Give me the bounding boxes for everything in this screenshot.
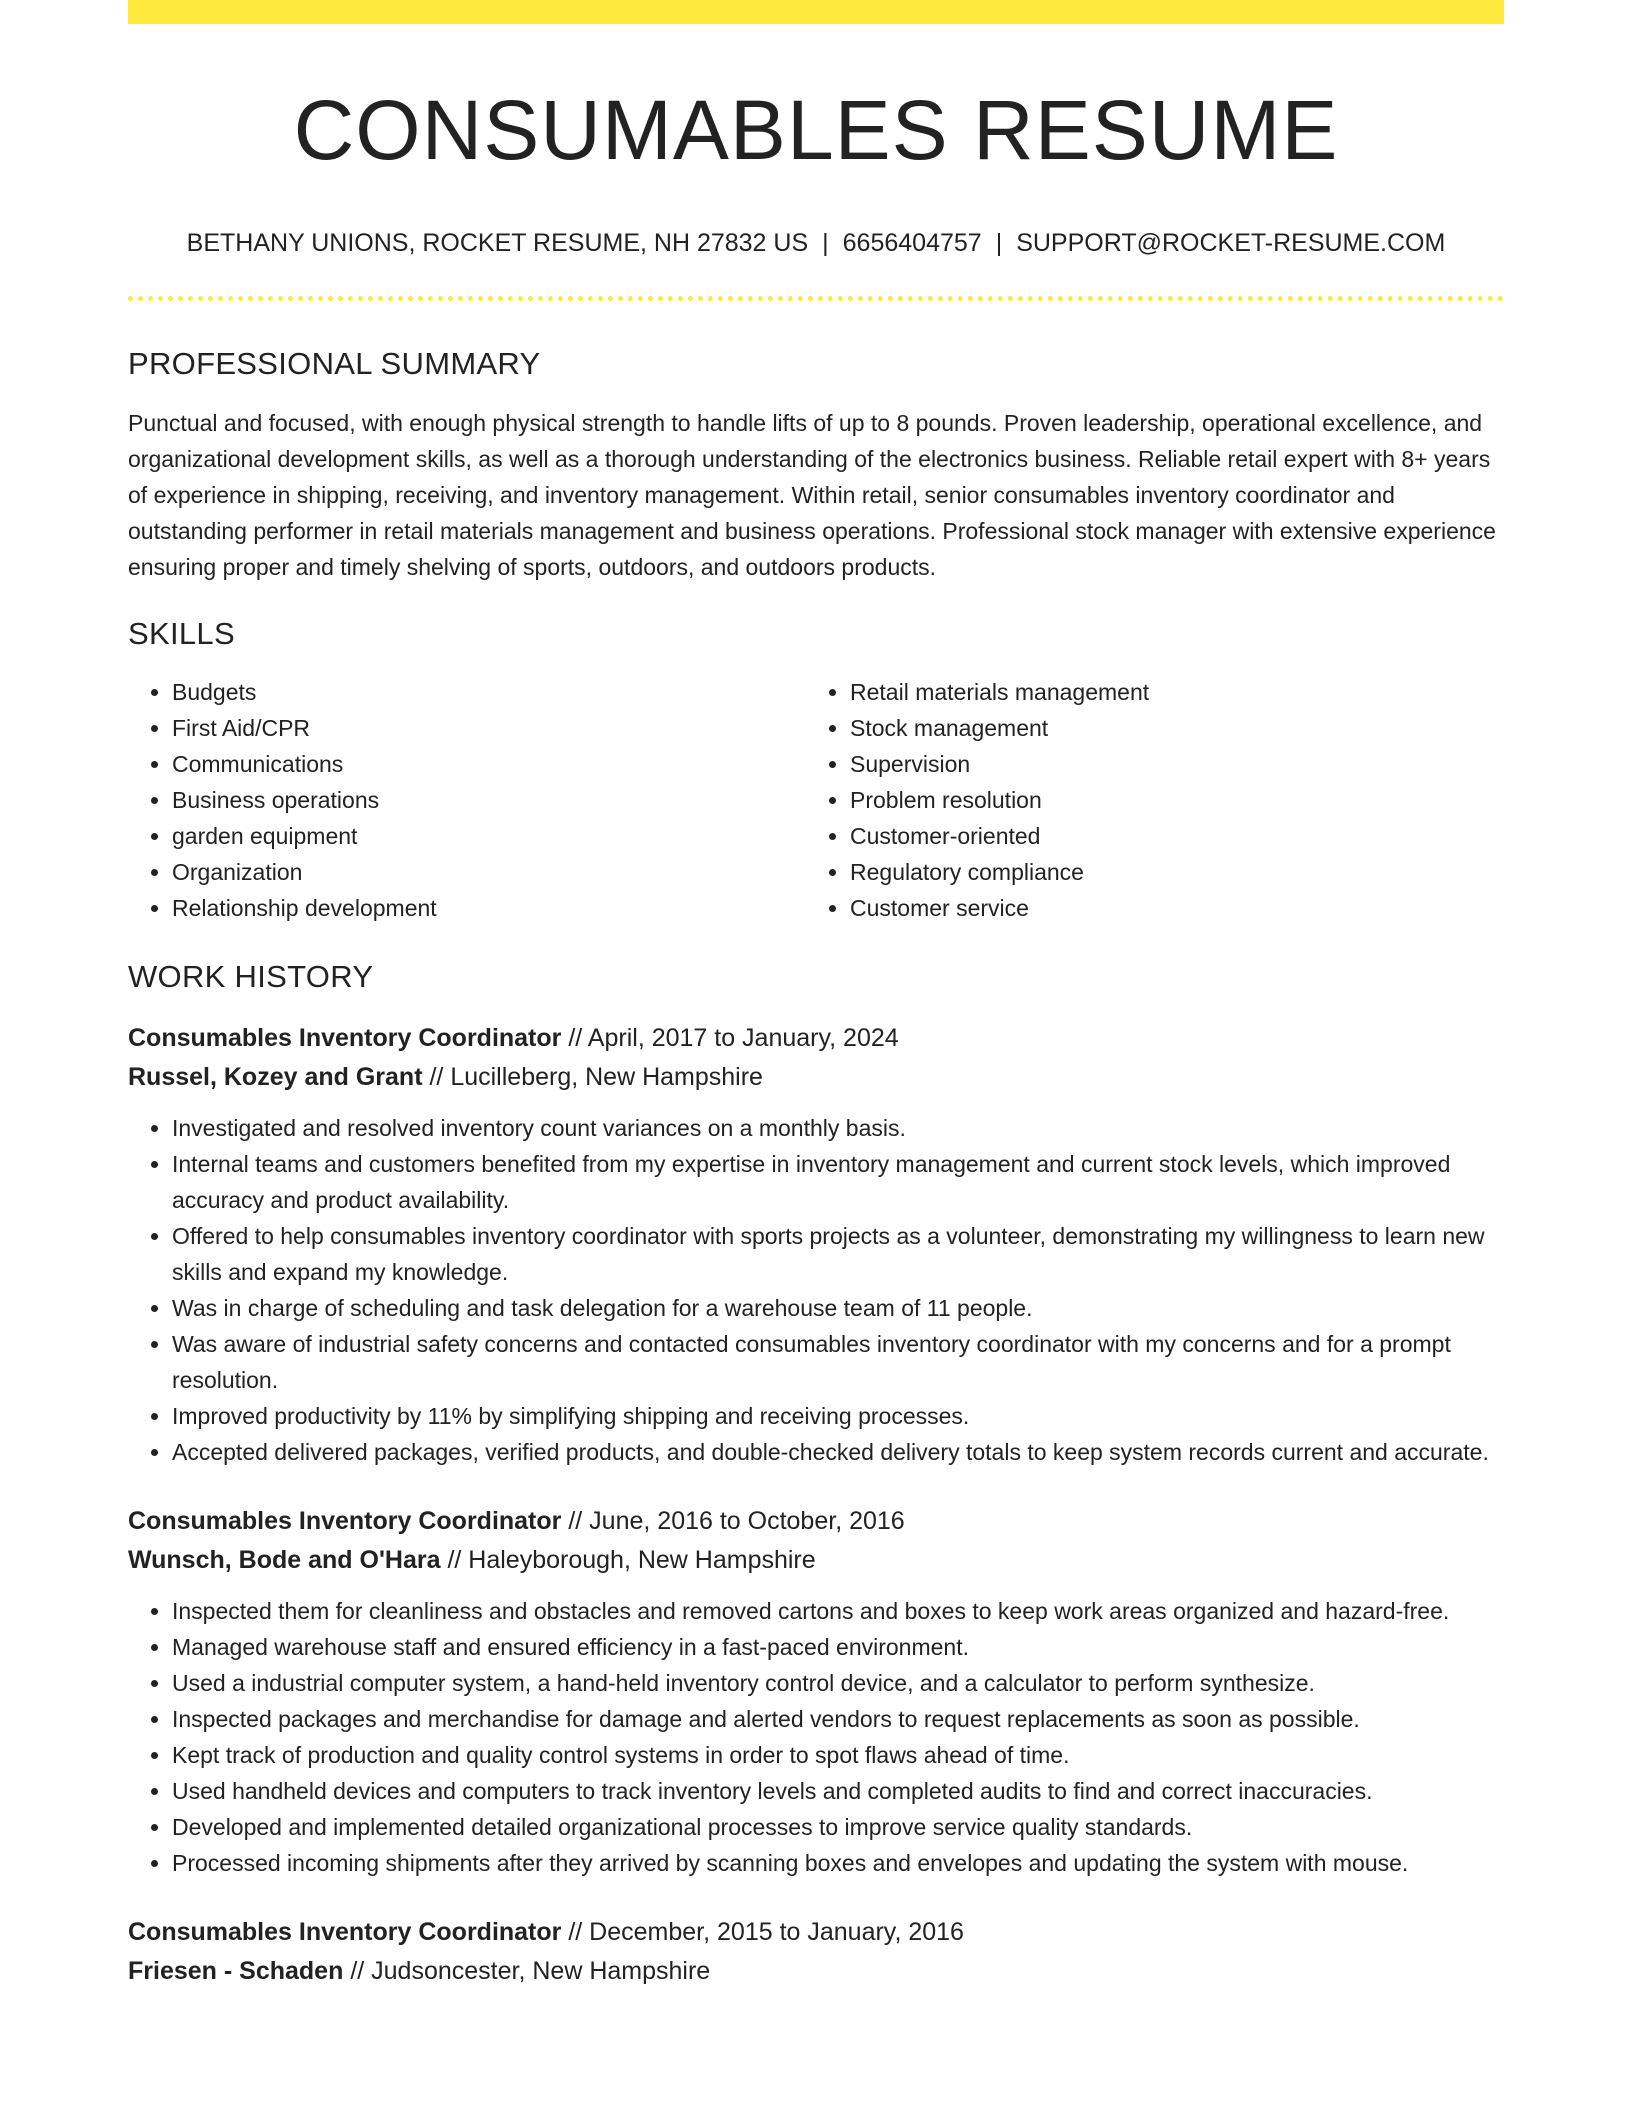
job-bullets — [128, 1110, 1504, 1470]
resume-page — [128, 0, 1504, 1991]
header-divider — [128, 296, 1504, 301]
skill-item: • Problem resolution — [850, 782, 1484, 818]
job-bullet: • Was in charge of scheduling and task delegation for a warehouse team of 11 people. — [172, 1290, 1504, 1326]
job-location: // Haleyborough, New Hampshire — [447, 1545, 816, 1574]
job-bullet: • Developed and implemented detailed organizational processes to improve service quality standards. — [172, 1809, 1504, 1845]
summary-heading: PROFESSIONAL SUMMARY — [128, 346, 541, 382]
job-bullet: • Inspected them for cleanliness and obstacles and removed cartons and boxes to keep work areas organized and hazard-free. — [172, 1593, 1504, 1629]
job-bullet: • Accepted delivered packages, verified products, and double-checked delivery totals to keep system records current and accurate. — [172, 1434, 1504, 1470]
top-accent-bar — [128, 0, 1504, 24]
job-company: Wunsch, Bode and O'Hara — [128, 1545, 441, 1574]
job-title: Consumables Inventory Coordinator — [128, 1917, 562, 1946]
skill-item: • Regulatory compliance — [850, 854, 1484, 890]
job-bullet: • Investigated and resolved inventory count variances on a monthly basis. — [172, 1110, 1504, 1146]
job-bullet: • Was aware of industrial safety concerns and contacted consumables inventory coordinator with my concerns and for a prompt resolution. — [172, 1326, 1504, 1398]
skill-item: • Relationship development — [172, 890, 806, 926]
skills-list — [128, 674, 1504, 926]
summary-text: Punctual and focused, with enough physical strength to handle lifts of up to 8 pounds. Proven leadership, operational excellence, and organizational development skills, as well as a thorough understanding of the electronics business. Reliable retail expert with 8+ years of experience in shipping, receiving, and inventory management. Within retail, senior consumables inventory coordinator and outstanding performer in retail materials management and business operations. Professional stock manager with extensive experience ensuring proper and timely shelving of sports, outdoors, and outdoors products. — [128, 409, 1496, 580]
job-title-line — [128, 1502, 1504, 1541]
skill-item: • Budgets — [172, 674, 806, 710]
job-bullet: • Inspected packages and merchandise for damage and alerted vendors to request replacements as soon as possible. — [172, 1701, 1504, 1737]
job-bullet: • Improved productivity by 11% by simplifying shipping and receiving processes. — [172, 1398, 1504, 1434]
job-bullet: • Used handheld devices and computers to track inventory levels and completed audits to find and correct inaccuracies. — [172, 1773, 1504, 1809]
contact-line — [128, 228, 1504, 258]
job-bullets — [128, 1593, 1504, 1881]
work-history-heading: WORK HISTORY — [128, 958, 374, 994]
skill-item: • Communications — [172, 746, 806, 782]
skills-column-left — [128, 674, 806, 926]
skill-item: • garden equipment — [172, 818, 806, 854]
job-entry — [128, 1019, 1504, 1470]
job-dates: // April, 2017 to January, 2024 — [568, 1023, 899, 1052]
job-bullet: • Offered to help consumables inventory coordinator with sports projects as a volunteer, demonstrating my willingness to learn new skills and expand my knowledge. — [172, 1218, 1504, 1290]
skill-item: • Customer-oriented — [850, 818, 1484, 854]
job-company-line — [128, 1952, 1504, 1991]
resume-title: CONSUMABLES RESUME — [293, 83, 1339, 177]
job-location: // Lucilleberg, New Hampshire — [429, 1062, 763, 1091]
contact-email: SUPPORT@ROCKET-RESUME.COM — [1016, 229, 1446, 258]
job-entry — [128, 1913, 1504, 1991]
job-bullet: • Internal teams and customers benefited from my expertise in inventory management and current stock levels, which improved accuracy and product availability. — [172, 1146, 1504, 1218]
job-bullet: • Processed incoming shipments after they arrived by scanning boxes and envelopes and updating the system with mouse. — [172, 1845, 1504, 1881]
skill-item: • Business operations — [172, 782, 806, 818]
skill-item: • Stock management — [850, 710, 1484, 746]
job-dates: // June, 2016 to October, 2016 — [568, 1506, 905, 1535]
job-company: Friesen - Schaden — [128, 1956, 344, 1985]
job-bullet: • Managed warehouse staff and ensured efficiency in a fast-paced environment. — [172, 1629, 1504, 1665]
contact-phone: 6656404757 — [842, 229, 982, 258]
contact-separator: | — [995, 229, 1003, 258]
job-dates: // December, 2015 to January, 2016 — [568, 1917, 964, 1946]
skill-item: • Retail materials management — [850, 674, 1484, 710]
skills-column-right — [806, 674, 1484, 926]
job-company-line — [128, 1541, 1504, 1580]
job-title: Consumables Inventory Coordinator — [128, 1506, 562, 1535]
job-company-line — [128, 1058, 1504, 1097]
job-title-line — [128, 1913, 1504, 1952]
job-company: Russel, Kozey and Grant — [128, 1062, 423, 1091]
contact-separator: | — [822, 229, 829, 258]
skill-item: • Customer service — [850, 890, 1484, 926]
contact-address: BETHANY UNIONS, ROCKET RESUME, NH 27832 US — [186, 229, 809, 258]
job-entry — [128, 1502, 1504, 1881]
skill-item: • First Aid/CPR — [172, 710, 806, 746]
skills-heading: SKILLS — [128, 615, 235, 651]
job-title-line — [128, 1019, 1504, 1058]
job-location: // Judsoncester, New Hampshire — [350, 1956, 711, 1985]
job-title: Consumables Inventory Coordinator — [128, 1023, 562, 1052]
skill-item: • Organization — [172, 854, 806, 890]
job-bullet: • Used a industrial computer system, a hand-held inventory control device, and a calculator to perform synthesize. — [172, 1665, 1504, 1701]
skill-item: • Supervision — [850, 746, 1484, 782]
job-bullet: • Kept track of production and quality control systems in order to spot flaws ahead of time. — [172, 1737, 1504, 1773]
